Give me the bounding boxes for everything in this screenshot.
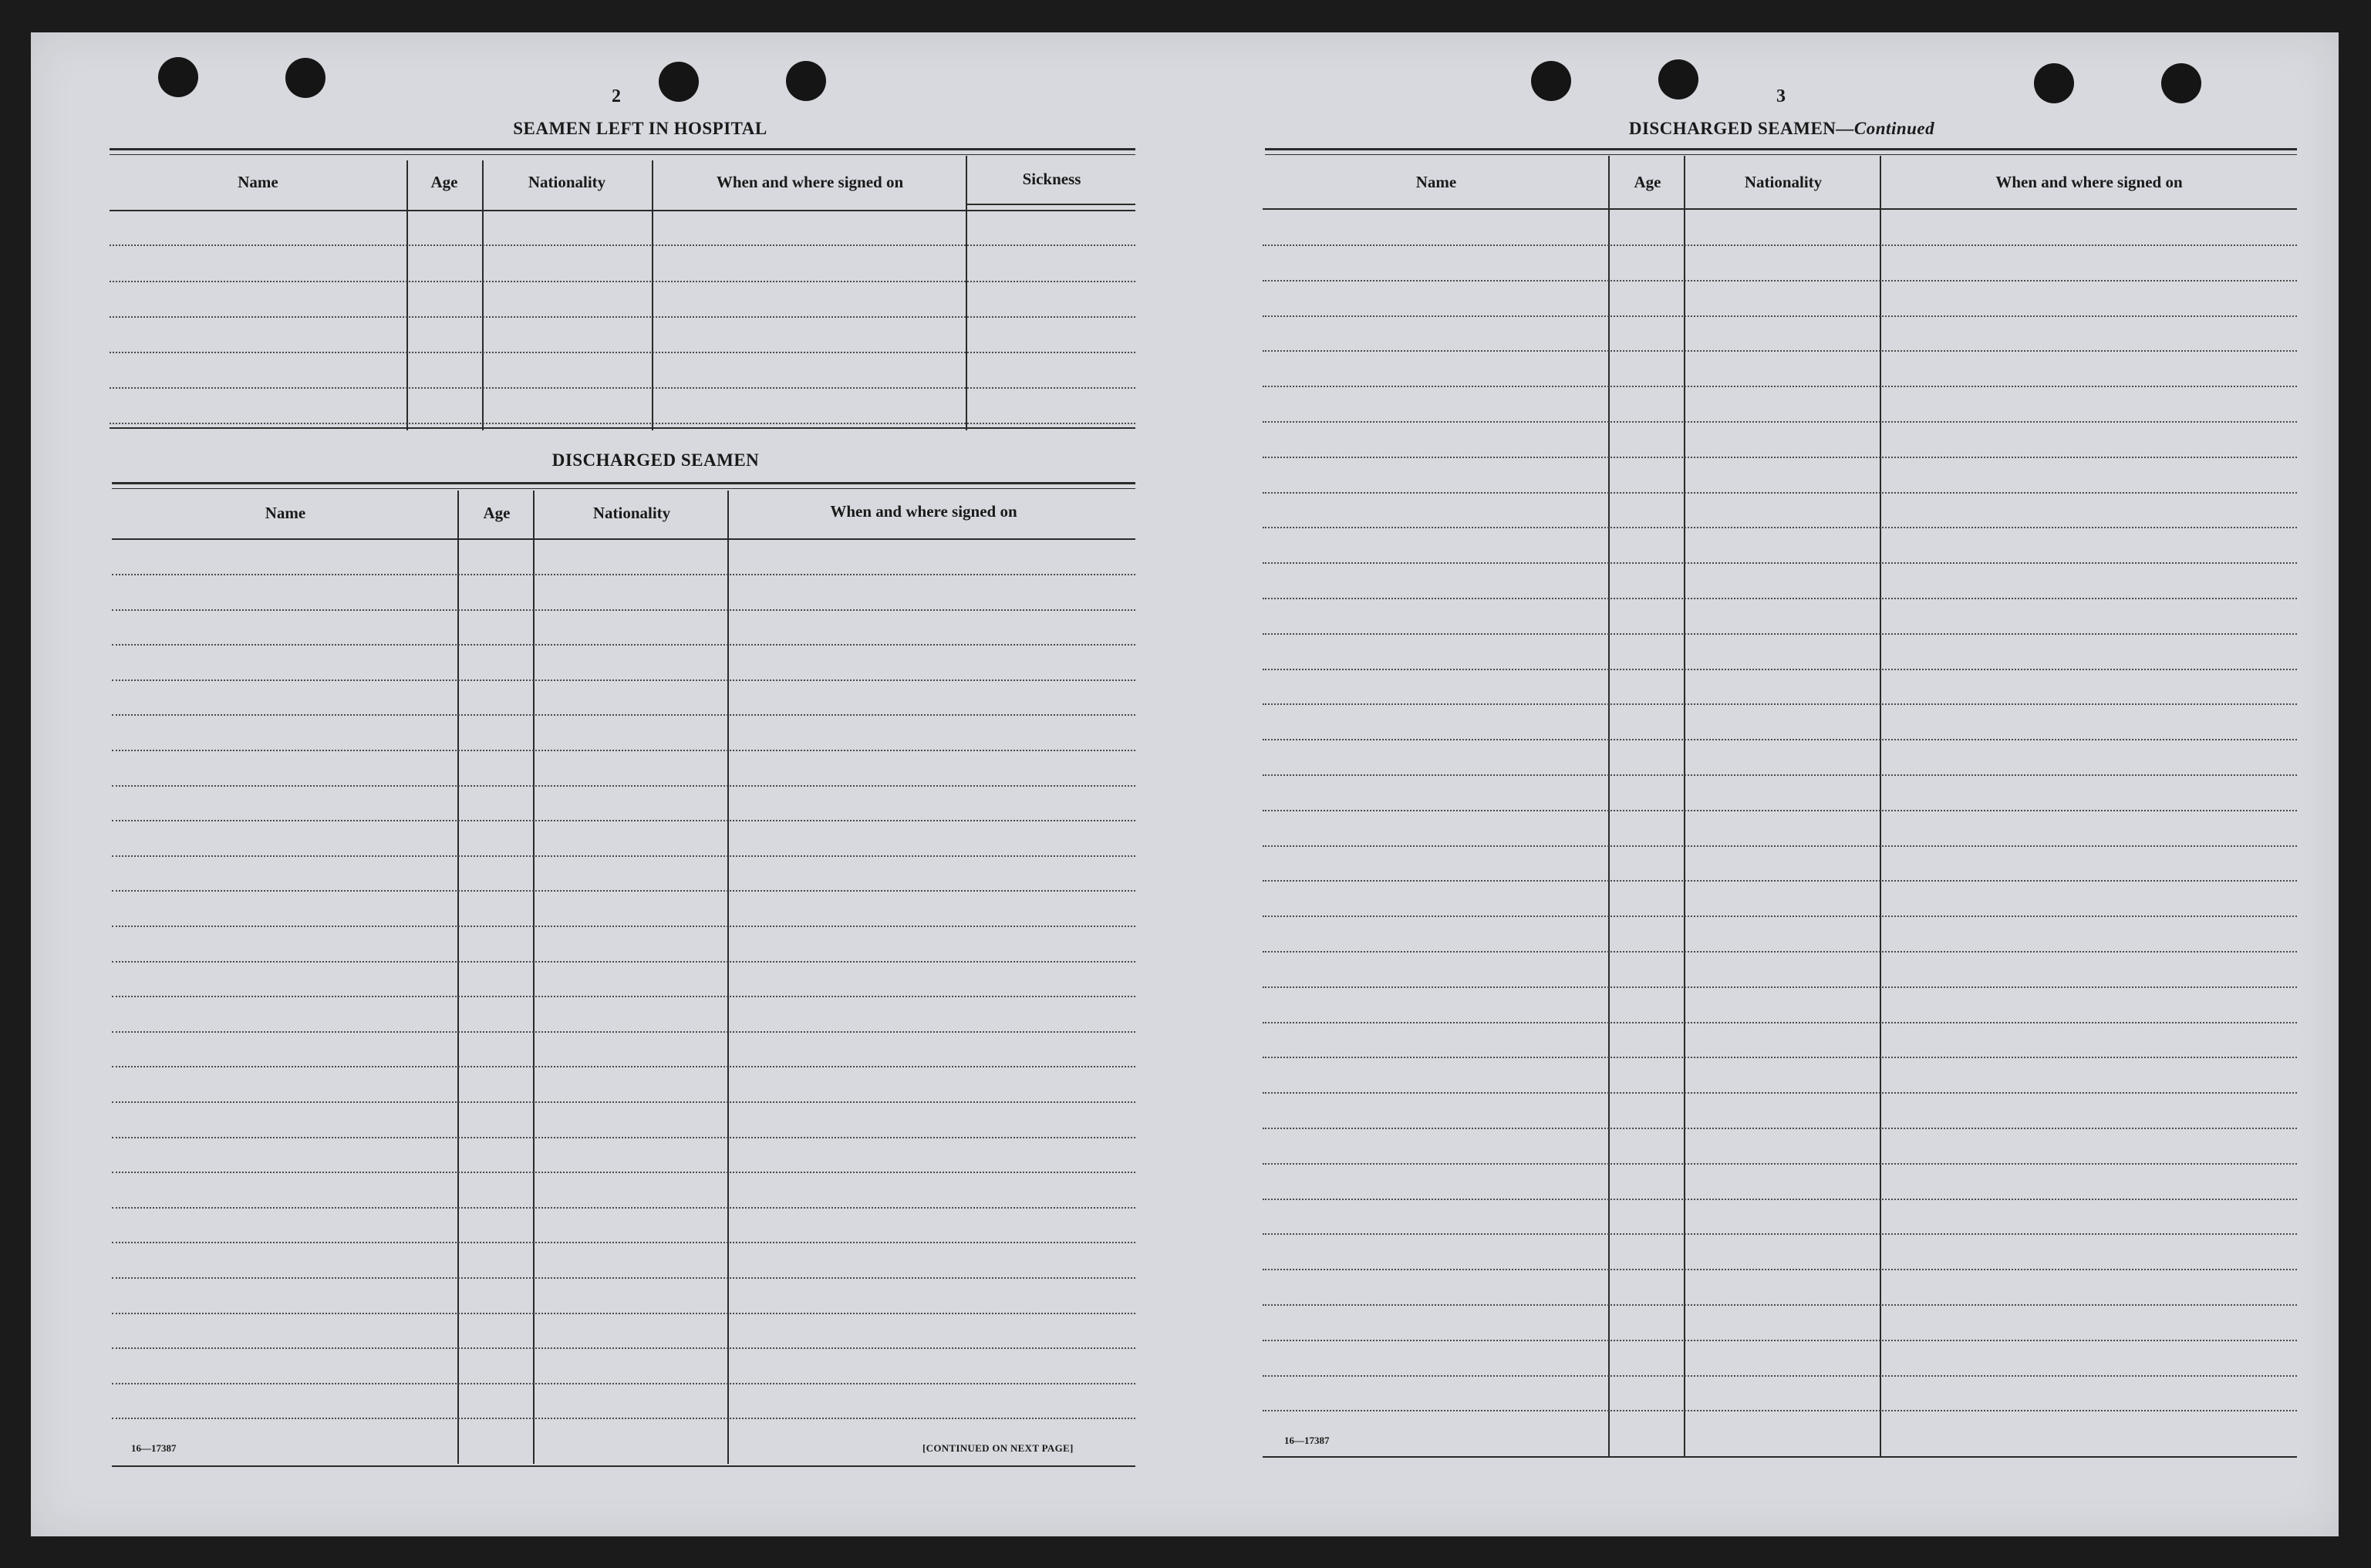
hospital-entry-line xyxy=(110,316,1135,318)
entry-line xyxy=(1263,916,2297,917)
entry-line xyxy=(112,609,1135,611)
right-top-rule xyxy=(1265,148,2297,150)
discharged-col-signed-on: When and where signed on xyxy=(830,502,1017,521)
entry-line xyxy=(112,890,1135,892)
entry-line xyxy=(1263,880,2297,882)
discharged-bottom-rule xyxy=(112,1465,1135,1467)
page-number-left: 2 xyxy=(612,86,621,106)
form-number-right: 16—17387 xyxy=(1284,1435,1330,1446)
punch-hole xyxy=(659,62,699,102)
punch-hole xyxy=(285,58,325,98)
hospital-entry-line xyxy=(110,244,1135,246)
punch-hole xyxy=(1531,61,1571,101)
continued-suffix: —Continued xyxy=(1836,119,1935,138)
entry-line xyxy=(112,1031,1135,1033)
entry-line xyxy=(1263,1163,2297,1165)
entry-line xyxy=(1263,1092,2297,1094)
entry-line xyxy=(1263,1199,2297,1200)
punch-hole xyxy=(2034,63,2074,103)
entry-line xyxy=(112,1207,1135,1209)
entry-line xyxy=(112,1383,1135,1384)
entry-line xyxy=(112,1172,1135,1173)
hospital-col-sickness: Sickness xyxy=(1022,170,1081,188)
entry-line xyxy=(1263,244,2297,246)
entry-line xyxy=(1263,1057,2297,1058)
hospital-col-signed-on: When and where signed on xyxy=(716,173,904,191)
entry-line xyxy=(112,961,1135,963)
entry-line xyxy=(112,1066,1135,1067)
entry-line xyxy=(112,1313,1135,1314)
punch-hole xyxy=(158,57,198,97)
entry-line xyxy=(1263,1340,2297,1341)
entry-line xyxy=(1263,386,2297,387)
entry-line xyxy=(112,996,1135,997)
entry-line xyxy=(112,1101,1135,1103)
continued-note: [CONTINUED ON NEXT PAGE] xyxy=(922,1442,1074,1454)
entry-line xyxy=(112,1242,1135,1243)
page-number-right: 3 xyxy=(1776,86,1786,106)
entry-line xyxy=(1263,280,2297,282)
form-number-left: 16—17387 xyxy=(131,1442,177,1454)
entry-line xyxy=(1263,951,2297,953)
entry-line xyxy=(1263,845,2297,847)
right-col-age: Age xyxy=(1634,173,1661,191)
discharged-col-age: Age xyxy=(483,504,511,522)
hospital-top-rule xyxy=(110,148,1135,150)
form-sheet xyxy=(31,32,2339,1536)
right-header-rule xyxy=(1263,208,2297,210)
entry-line xyxy=(1263,669,2297,670)
entry-line xyxy=(1263,739,2297,740)
entry-line xyxy=(1263,527,2297,528)
right-col-nationality: Nationality xyxy=(1744,173,1823,191)
entry-line xyxy=(112,750,1135,751)
entry-line xyxy=(1263,633,2297,635)
hospital-entry-line xyxy=(110,281,1135,282)
discharged-section-title: DISCHARGED SEAMEN xyxy=(551,450,760,470)
entry-line xyxy=(1263,1375,2297,1377)
entry-line xyxy=(1263,492,2297,494)
punch-hole xyxy=(2161,63,2201,103)
entry-line xyxy=(1263,1304,2297,1306)
entry-line xyxy=(1263,774,2297,776)
entry-line xyxy=(112,1347,1135,1349)
discharged-col-nationality: Nationality xyxy=(592,504,671,522)
hospital-entry-line xyxy=(110,387,1135,389)
entry-line xyxy=(112,1418,1135,1419)
entry-line xyxy=(112,644,1135,646)
punch-hole xyxy=(786,61,826,101)
entry-line xyxy=(1263,810,2297,811)
entry-line xyxy=(1263,1022,2297,1023)
entry-line xyxy=(112,785,1135,787)
entry-line xyxy=(1263,421,2297,423)
punch-hole xyxy=(1658,59,1698,99)
entry-line xyxy=(1263,1233,2297,1235)
right-bottom-rule xyxy=(1263,1456,2297,1458)
right-col-name: Name xyxy=(1415,173,1457,191)
discharged-col-name: Name xyxy=(265,504,306,522)
entry-line xyxy=(112,574,1135,575)
entry-line xyxy=(112,679,1135,681)
hospital-section-title: SEAMEN LEFT IN HOSPITAL xyxy=(513,119,767,138)
entry-line xyxy=(1263,1128,2297,1129)
hospital-header-rule xyxy=(110,210,1135,211)
entry-line xyxy=(1263,1410,2297,1411)
entry-line xyxy=(112,926,1135,927)
entry-line xyxy=(112,1137,1135,1138)
hospital-entry-line xyxy=(110,352,1135,353)
entry-line xyxy=(1263,315,2297,317)
entry-line xyxy=(112,714,1135,716)
entry-line xyxy=(1263,350,2297,352)
entry-line xyxy=(1263,1269,2297,1270)
entry-line xyxy=(1263,986,2297,988)
entry-line xyxy=(1263,598,2297,599)
entry-line xyxy=(112,1277,1135,1279)
discharged-header-rule xyxy=(112,538,1135,540)
right-col-signed-on: When and where signed on xyxy=(1995,173,2183,191)
entry-line xyxy=(1263,457,2297,458)
entry-line xyxy=(1263,703,2297,705)
hospital-col-name: Name xyxy=(238,173,278,191)
discharged-top-rule xyxy=(112,482,1135,484)
discharged-continued-title-main: DISCHARGED SEAMEN xyxy=(1628,119,1836,138)
discharged-continued-title xyxy=(1450,119,2113,139)
hospital-col-nationality: Nationality xyxy=(528,173,606,191)
entry-line xyxy=(112,855,1135,857)
hospital-col-age: Age xyxy=(430,173,458,191)
entry-line xyxy=(1263,562,2297,564)
hospital-entry-line xyxy=(110,423,1135,424)
entry-line xyxy=(112,820,1135,821)
